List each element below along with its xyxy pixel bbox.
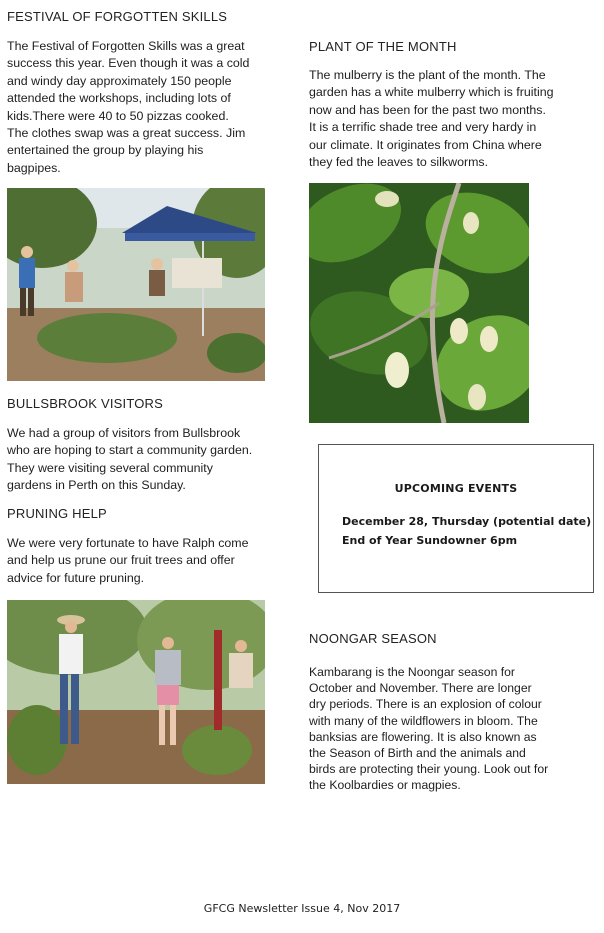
- text-line: our climate. It originates from China where: [309, 137, 542, 152]
- newsletter-footer: GFCG Newsletter Issue 4, Nov 2017: [203, 902, 401, 915]
- pruning-photo: [7, 600, 265, 784]
- text-line: gardens in Perth on this Sunday.: [7, 478, 186, 493]
- text-line: the Koolbardies or magpies.: [309, 778, 461, 793]
- text-line: and windy day approximately 150 people: [7, 73, 232, 88]
- event-item-date: December 28, Thursday (potential date): [342, 515, 592, 528]
- festival-photo: [7, 188, 265, 381]
- text-line: They were visiting several community: [7, 460, 213, 475]
- plant-paragraph: [309, 67, 554, 171]
- upcoming-events-title: UPCOMING EVENTS: [394, 482, 518, 495]
- text-line: kids.There were 40 to 50 pizzas cooked.: [7, 108, 229, 123]
- text-line: with many of the wildflowers in bloom. The: [309, 713, 538, 728]
- noongar-paragraph: [309, 664, 548, 794]
- text-line: dry periods. There is an explosion of colour: [309, 697, 542, 712]
- text-line: It is a terrific shade tree and very hardy in: [309, 120, 537, 135]
- text-line: success this year. Even though it was a cold: [7, 56, 250, 71]
- text-line: the Season of Birth and the animals and: [309, 746, 526, 761]
- text-line: We had a group of visitors from Bullsbrook: [7, 426, 241, 440]
- text-line: entertained the group by playing his: [7, 143, 204, 158]
- text-line: who are hoping to start a community garden.: [7, 443, 253, 458]
- text-line: birds are protecting their young. Look out for: [309, 762, 549, 777]
- text-line: they fed the leaves to silkworms.: [309, 155, 489, 170]
- text-line: now and has been for the past two months.: [309, 102, 546, 117]
- text-line: and help us prune our fruit trees and offer: [7, 553, 235, 568]
- text-line: banksias are flowering. It is also known as: [309, 729, 537, 744]
- plant-heading: PLANT OF THE MONTH: [309, 39, 457, 54]
- festival-heading: FESTIVAL OF FORGOTTEN SKILLS: [7, 9, 228, 24]
- text-line: The Festival of Forgotten Skills was a great: [7, 39, 245, 53]
- text-line: We were very fortunate to have Ralph come: [7, 536, 249, 550]
- text-line: attended the workshops, including lots of: [7, 91, 231, 106]
- bullsbrook-heading: BULLSBROOK VISITORS: [7, 396, 163, 411]
- text-line: Kambarang is the Noongar season for: [309, 665, 515, 679]
- text-line: October and November. There are longer: [309, 681, 532, 696]
- upcoming-events-box: [318, 444, 594, 593]
- text-line: The clothes swap was a great success. Jim: [7, 126, 246, 141]
- event-item-name: End of Year Sundowner 6pm: [342, 534, 518, 547]
- text-line: bagpipes.: [7, 160, 61, 175]
- noongar-heading: NOONGAR SEASON: [309, 631, 437, 646]
- bullsbrook-paragraph: [7, 425, 252, 495]
- pruning-paragraph: [7, 535, 249, 587]
- text-line: advice for future pruning.: [7, 570, 145, 585]
- festival-paragraph: [7, 38, 249, 177]
- text-line: garden has a white mulberry which is fruiting: [309, 85, 554, 100]
- mulberry-photo: [309, 183, 529, 423]
- text-line: The mulberry is the plant of the month. The: [309, 68, 546, 82]
- pruning-heading: PRUNING HELP: [7, 506, 107, 521]
